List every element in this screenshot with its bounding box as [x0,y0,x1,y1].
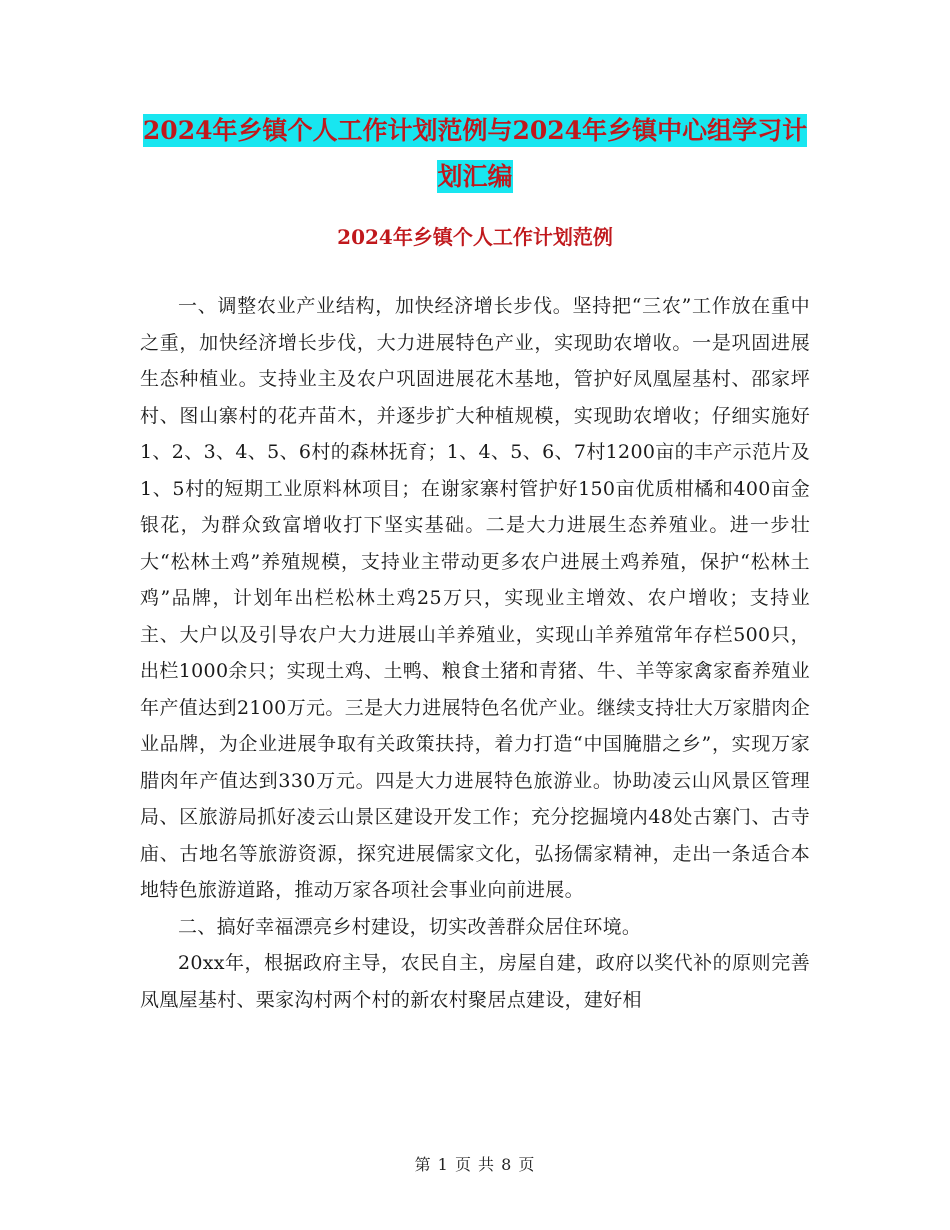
section-title: 2024年乡镇个人工作计划范例 [337,225,613,249]
document-title-text: 2024年乡镇个人工作计划范例与2024年乡镇中心组学习计划汇编 [142,116,808,191]
document-body [140,288,810,1018]
paragraph-1: 一、调整农业产业结构，加快经济增长步伐。坚持把“三农”工作放在重中之重，加快经济增长步伐，大力进展特色产业，实现助农增收。一是巩固进展生态种植业。支持业主及农户巩固进展花木基地，管护好凤凰屋基村、邵家坪村、图山寨村的花卉苗木，并逐步扩大种植规模，实现助农增收；仔细实施好1、2、3、4、5、6村的森林抚育；1、4、5、6、7村1200亩的丰产示范片及1、5村的短期工业原料林项目；在谢家寨村管护好150亩优质柑橘和400亩金银花，为群众致富增收打下坚实基础。二是大力进展生态养殖业。进一步壮大“松林土鸡”养殖规模，支持业主带动更多农户进展土鸡养殖，保护“松林土鸡”品牌，计划年出栏松林土鸡25万只，实现业主增效、农户增收；支持业主、大户以及引导农户大力进展山羊养殖业，实现山羊养殖常年存栏500只，出栏1000余只；实现土鸡、土鸭、粮食土猪和青猪、牛、羊等家禽家畜养殖业年产值达到2100万元。三是大力进展特色名优产业。继续支持壮大万家腊肉企业品牌，为企业进展争取有关政策扶持，着力打造“中国腌腊之乡”，实现万家腊肉年产值达到330万元。四是大力进展特色旅游业。协助凌云山风景区管理局、区旅游局抓好凌云山景区建设开发工作；充分挖掘境内48处古寨门、古寺庙、古地名等旅游资源，探究进展儒家文化，弘扬儒家精神，走出一条适合本地特色旅游道路，推动万家各项社会事业向前进展。 [140,295,810,901]
paragraph-2: 二、搞好幸福漂亮乡村建设，切实改善群众居住环境。 [178,915,642,938]
page-number-footer: 第 1 页 共 8 页 [414,1155,536,1174]
document-title [140,108,810,200]
paragraph-3: 20xx年，根据政府主导，农民自主，房屋自建，政府以奖代补的原则完善凤凰屋基村、栗家沟村两个村的新农村聚居点建设，建好相 [140,952,810,1011]
